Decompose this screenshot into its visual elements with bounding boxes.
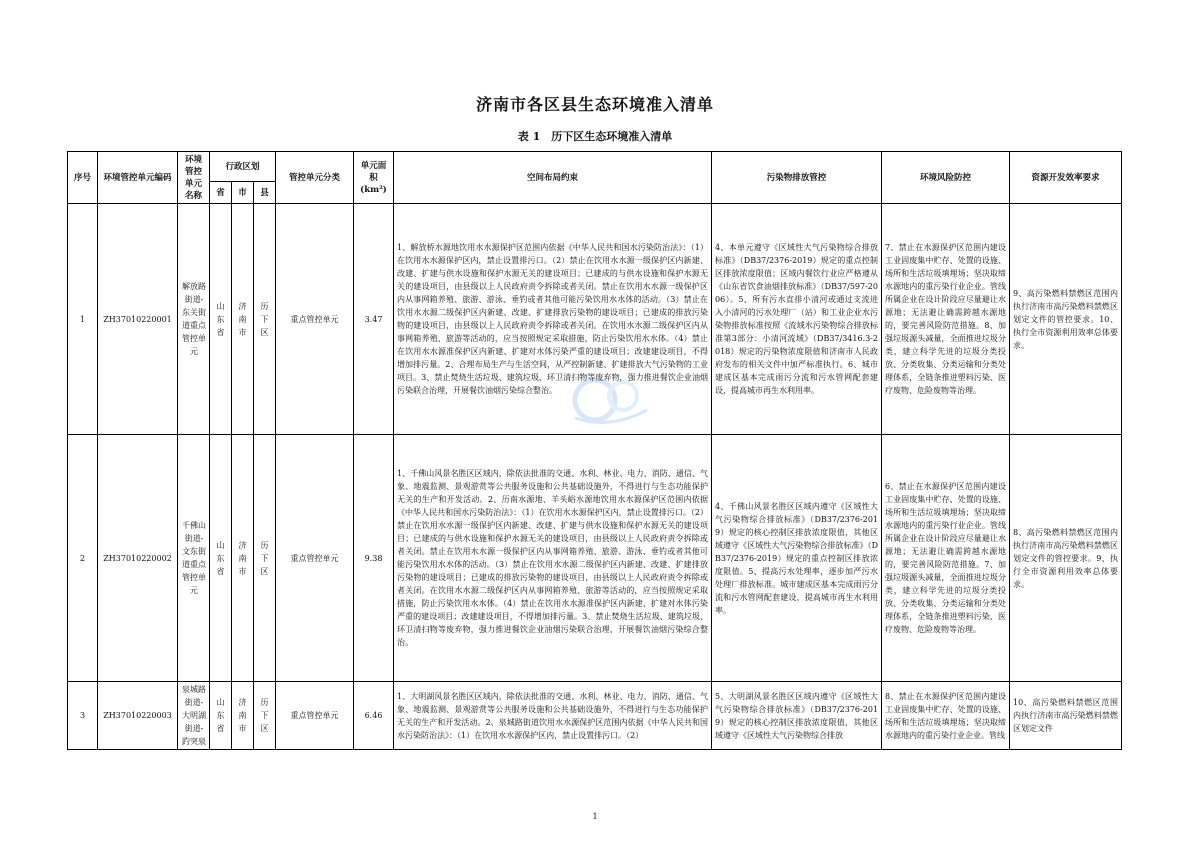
- header-admin: 行政区划: [210, 152, 276, 182]
- table-title: 表 1 历下区生态环境准入清单: [517, 130, 673, 143]
- header-pollution: 污染物排放管控: [712, 152, 882, 204]
- row-spatial: 1、大明湖风景名胜区区域内，除依法批准的交通、水利、林业、电力、消防、通信、气象、地震监测、景观游赏等公共服务设施和公共基础设施外，不得进行与生态功能保护无关的生产和开发活动。2、泉城路街道饮用水水源保护区范围内依据《中华人民共和国水污染防治法》：（1）在饮用水水源保护区内，禁止设置排污口。（2）: [394, 682, 712, 750]
- row-name: 千佛山街道-文东街道重点管控单元: [178, 435, 210, 682]
- header-area: 单元面积(km²): [354, 152, 394, 204]
- page-number: 1: [592, 812, 598, 821]
- row-city: 济南市: [232, 682, 254, 750]
- header-city: 市: [232, 182, 254, 204]
- header-unit-type: 管控单元分类: [276, 152, 354, 204]
- row-pollution: 5、大明湖风景名胜区区域内遵守《区域性大气污染物综合排放标准》（DB37/2376-2019）规定的核心控制区排放浓度限值，其他区域遵守《区域性大气污染物综合排放: [712, 682, 882, 750]
- row-name: 解放路街道-东关街道重点管控单元: [178, 204, 210, 435]
- row-spatial: 1、解放桥水源地饮用水水源保护区范围内依据《中华人民共和国水污染防治法》：（1）在饮用水水源保护区内，禁止设置排污口。（2）禁止在饮用水水源一级保护区内新建、改建、扩建与供水设施和保护水源无关的建设项目；已建成的与供水设施和保护水源无关的建设项目，由县级以上人民政府责令拆除或者关闭。禁止在饮用水水源一级保护区内从事网箱养殖、旅游、游泳、垂钓或者其他可能污染饮用水水体的活动。（3）禁止在饮用水水源二级保护区内新建、改建、扩建排放污染物的建设项目；已建成的排放污染物的建设项目，由县级以上人民政府责令拆除或者关闭。在饮用水水源二级保护区内从事网箱养殖、旅游等活动的，应当按照规定采取措施，防止污染饮用水水体。（4）禁止在饮用水水源准保护区内新建、扩建对水体污染严重的建设项目；改建建设项目，不得增加排污量。2、合理布局生产与生活空间，从严控制新建、扩建排放大气污染物的工业项目。3、禁止焚烧生活垃圾、建筑垃圾、环卫清扫物等废弃物，强力推进餐饮企业油烟污染联合治理，开展餐饮油烟污染综合整治。: [394, 204, 712, 435]
- row-name: 泉城路街道-大明湖街道-趵突泉: [178, 682, 210, 750]
- row-resource: 9、高污染燃料禁燃区范围内执行济南市高污染燃料禁燃区划定文件的管控要求。10、执行全市资源利用效率总体要求。: [1010, 204, 1122, 435]
- header-seq: 序号: [68, 152, 98, 204]
- row-area: 9.38: [354, 435, 394, 682]
- row-seq: 2: [68, 435, 98, 682]
- page-title: 济南市各区县生态环境准入清单: [475, 95, 714, 114]
- table-row: [68, 435, 1122, 682]
- row-resource: 8、高污染燃料禁燃区范围内执行济南市高污染燃料禁燃区划定文件的管控要求。9、执行全市资源利用效率总体要求。: [1010, 435, 1122, 682]
- row-type: 重点管控单元: [276, 204, 354, 435]
- row-province: 山东省: [210, 435, 232, 682]
- row-seq: 3: [68, 682, 98, 750]
- access-list-table: [67, 151, 1122, 750]
- header-province: 省: [210, 182, 232, 204]
- row-province: 山东省: [210, 682, 232, 750]
- row-code: ZH37010220003: [98, 682, 178, 750]
- row-type: 重点管控单元: [276, 435, 354, 682]
- row-province: 山东省: [210, 204, 232, 435]
- row-risk: 8、禁止在水源保护区范围内建设工业固废集中贮存、处置的设施、场所和生活垃圾填埋场；坚决取缔水源地内的重污染行业企业。管线: [882, 682, 1010, 750]
- row-code: ZH37010220001: [98, 204, 178, 435]
- row-code: ZH37010220002: [98, 435, 178, 682]
- row-county: 历下区: [254, 435, 276, 682]
- row-resource: 10、高污染燃料禁燃区范围内执行济南市高污染燃料禁燃区划定文件: [1010, 682, 1122, 750]
- row-type: 重点管控单元: [276, 682, 354, 750]
- header-resource: 资源开发效率要求: [1010, 152, 1122, 204]
- header-county: 县: [254, 182, 276, 204]
- row-risk: 6、禁止在水源保护区范围内建设工业固废集中贮存、处置的设施、场所和生活垃圾填埋场；坚决取缔水源地内的重污染行业企业。管线所属企业在设计阶段应尽量避让水源地；无法避让确需跨越水源地的，要完善风险防范措施。7、加强垃圾源头减量，全面推进垃圾分类，建立科学先进的垃圾分类投放、分类收集、分类运输和分类处理体系，全链条推进塑料污染、医疗废物、危险废物等治理。: [882, 435, 1010, 682]
- row-pollution: 4、千佛山风景名胜区区域内遵守《区域性大气污染物综合排放标准》（DB37/2376-2019）规定的核心控制区排放浓度限值，其他区域遵守《区域性大气污染物综合排放标准》（DB37/2376-2019）规定的重点控制区排放浓度限值。5、提高污水处理率，逐步加严污水处理厂排放标准。城市建成区基本完成雨污分流和污水管网配套建设，提高城市再生水利用率。: [712, 435, 882, 682]
- row-county: 历下区: [254, 682, 276, 750]
- header-risk: 环境风险防控: [882, 152, 1010, 204]
- row-county: 历下区: [254, 204, 276, 435]
- row-city: 济南市: [232, 204, 254, 435]
- header-spatial: 空间布局约束: [394, 152, 712, 204]
- row-area: 6.46: [354, 682, 394, 750]
- row-risk: 7、禁止在水源保护区范围内建设工业固废集中贮存、处置的设施、场所和生活垃圾填埋场；坚决取缔水源地内的重污染行业企业。管线所属企业在设计阶段应尽量避让水源地；无法避让确需跨越水源地的，要完善风险防范措施。8、加强垃圾源头减量，全面推进垃圾分类，建立科学先进的垃圾分类投放、分类收集、分类运输和分类处理体系，全链条推进塑料污染、医疗废物、危险废物等治理。: [882, 204, 1010, 435]
- header-unit-name: 环境管控单元名称: [178, 152, 210, 204]
- table-row: [68, 682, 1122, 750]
- header-unit-code: 环境管控单元编码: [98, 152, 178, 204]
- row-pollution: 4、本单元遵守《区域性大气污染物综合排放标准》（DB37/2376-2019）规定的重点控制区排放浓度限值；区域内餐饮行业应严格遵从《山东省饮食油烟排放标准》（DB37/597-2006）。5、所有污水直排小清河或通过支流进入小清河的污水处理厂（站）和工业企业水污染物排放标准按照《流域水污染物综合排放标准第3部分：小清河流域》（DB37/3416.3-2018）规定的污染物浓度限值和济南市人民政府发布的相关文件中加严标准执行。6、城市建成区基本完成雨污分流和污水管网配套建设，提高城市再生水利用率。: [712, 204, 882, 435]
- row-seq: 1: [68, 204, 98, 435]
- row-area: 3.47: [354, 204, 394, 435]
- table-row: [68, 204, 1122, 435]
- row-city: 济南市: [232, 435, 254, 682]
- row-spatial: 1、千佛山风景名胜区区域内，除依法批准的交通、水利、林业、电力、消防、通信、气象、地震监测、景观游赏等公共服务设施和公共基础设施外，不得进行与生态功能保护无关的生产和开发活动。2、历南水源地、羊头峪水源地饮用水水源保护区范围内依据《中华人民共和国水污染防治法》：（1）在饮用水水源保护区内，禁止设置排污口。（2）禁止在饮用水水源一级保护区内新建、改建、扩建与供水设施和保护水源无关的建设项目；已建成的与供水设施和保护水源无关的建设项目，由县级以上人民政府责令拆除或者关闭。禁止在饮用水水源一级保护区内从事网箱养殖、旅游、游泳、垂钓或者其他可能污染饮用水水体的活动。（3）禁止在饮用水水源二级保护区内新建、改建、扩建排放污染物的建设项目；已建成的排放污染物的建设项目，由县级以上人民政府责令拆除或者关闭。在饮用水水源二级保护区内从事网箱养殖、旅游等活动的，应当按照规定采取措施，防止污染饮用水水体。（4）禁止在饮用水水源准保护区内新建、扩建对水体污染严重的建设项目；改建建设项目，不得增加排污量。3、禁止焚烧生活垃圾、建筑垃圾、环卫清扫物等废弃物，强力推进餐饮企业油烟污染联合治理，开展餐饮油烟污染综合整治。: [394, 435, 712, 682]
